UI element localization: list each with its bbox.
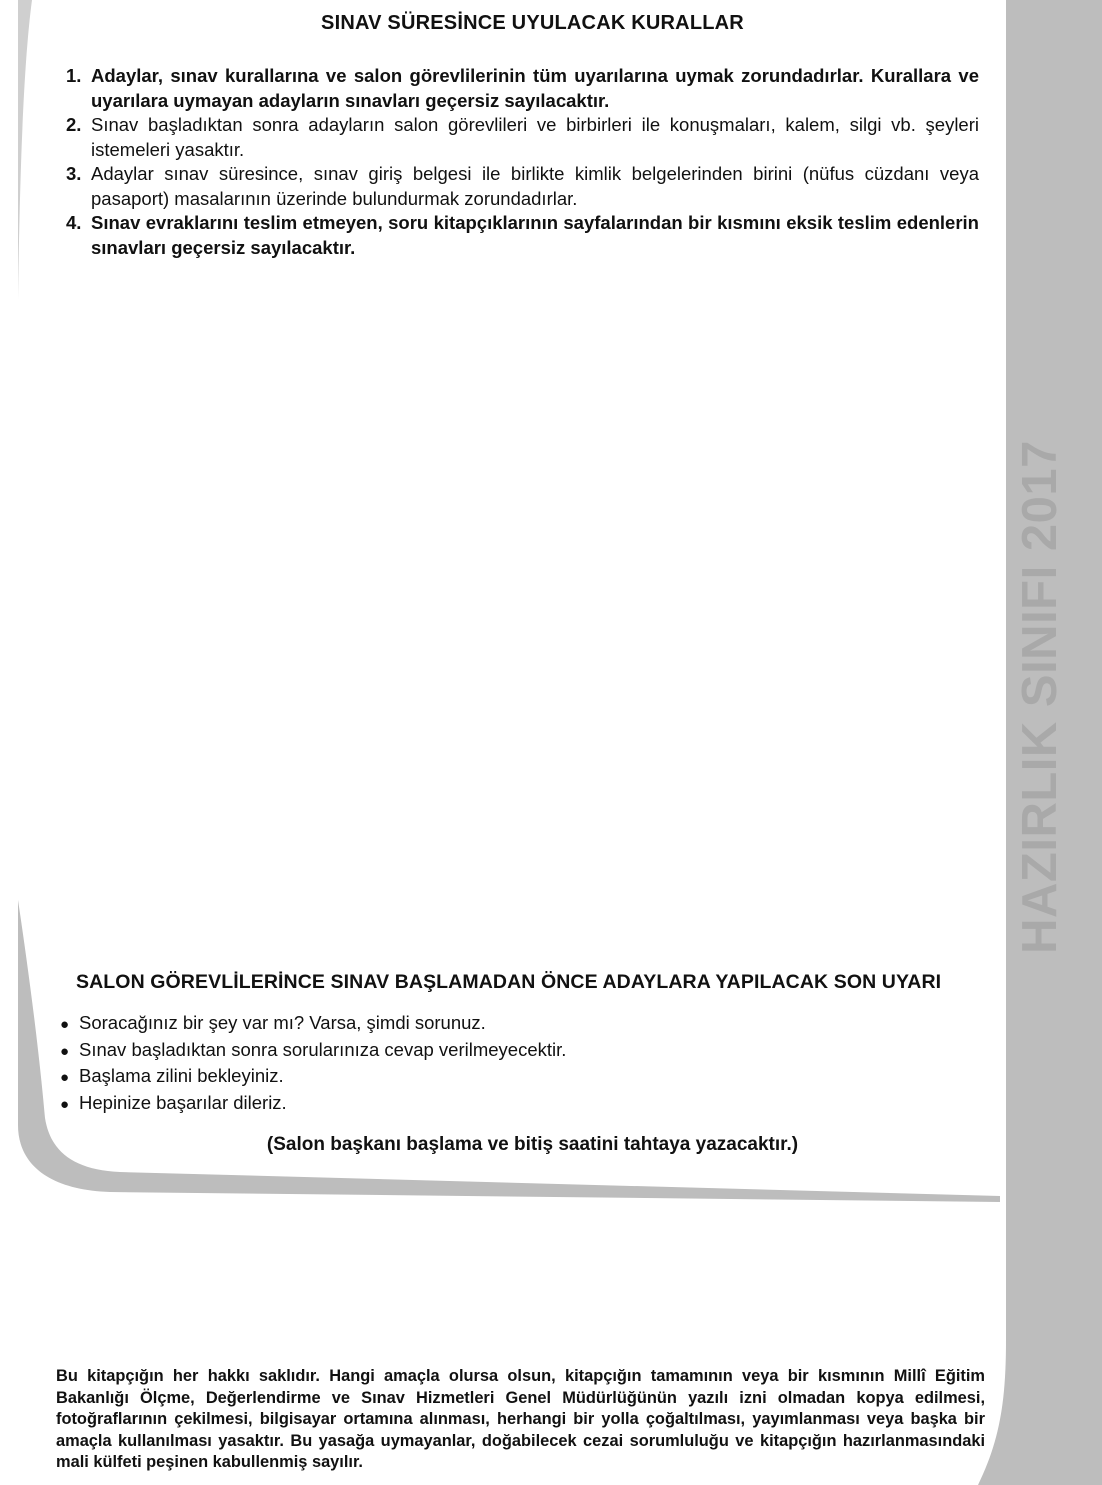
rule-item: [60, 211, 979, 260]
rule-number: 3.: [66, 163, 82, 184]
rules-title: SINAV SÜRESİNCE UYULACAK KURALLAR: [321, 12, 744, 34]
warnings-list: [60, 1011, 566, 1117]
rule-text: Sınav başladıktan sonra adayların salon görevlileri ve birbirleri ile konuşmaları, kalem, silgi vb. şeyleri istemeleri yasaktır.: [91, 114, 979, 160]
warning-text: Hepinize başarılar dileriz.: [79, 1091, 287, 1113]
rule-item: [60, 64, 979, 113]
bullet-icon: ●: [60, 1069, 70, 1086]
warning-item: [60, 1064, 566, 1091]
copyright-notice: Bu kitapçığın her hakkı saklıdır. Hangi amaçla olursa olsun, kitapçığın tamamının veya bir kısmının Millî Eğitim Bakanlığı Ölçme, Değerlendirme ve Sınav Hizmetleri Genel Müdürlüğünün yazılı izni olmadan kopya edilmesi, fotoğraflarının çekilmesi, bilgisayar ortamına alınması, herhangi bir yolla çoğaltılması, yayımlanması veya başka bir amaçla kullanılması yasaktır. Bu yasağa uymayanlar, doğabilecek cezai sorumluluğu ve kitapçığın hazırlanmasındaki mali külfeti peşinen kabullenmiş sayılır.: [56, 1367, 985, 1472]
side-title: HAZIRLIK SINIFI 2017: [1013, 440, 1067, 954]
warning-text: Sınav başladıktan sonra sorularınıza cevap verilmeyecektir.: [79, 1038, 567, 1060]
warning-text: Başlama zilini bekleyiniz.: [79, 1065, 284, 1086]
bullet-icon: ●: [60, 1095, 70, 1113]
warning-text: Soracağınız bir şey var mı? Varsa, şimdi sorunuz.: [79, 1012, 486, 1033]
rule-text: Sınav evraklarını teslim etmeyen, soru kitapçıklarının sayfalarından bir kısmını eksik teslim edenlerin sınavları geçersiz sayılacaktır.: [91, 212, 979, 258]
rule-number: 2.: [66, 114, 82, 135]
bullet-icon: ●: [60, 1016, 70, 1033]
rule-text: Adaylar sınav süresince, sınav giriş belgesi ile birlikte kimlik belgelerinden birini (nüfus cüzdanı veya pasaport) masalarının üzerinde bulundurmak zorundadırlar.: [91, 163, 979, 209]
rule-item: [60, 162, 979, 211]
top-left-edge: [18, 0, 32, 300]
bullet-icon: ●: [60, 1042, 70, 1060]
warning-item: [60, 1038, 566, 1065]
rule-item: [60, 113, 979, 162]
rules-list: [60, 64, 979, 260]
rule-number: 1.: [66, 65, 82, 86]
warnings-note: (Salon başkanı başlama ve bitiş saatini tahtaya yazacaktır.): [266, 1134, 799, 1155]
warning-item: [60, 1091, 566, 1118]
warning-item: [60, 1011, 566, 1038]
rule-text: Adaylar, sınav kurallarına ve salon görevlilerinin tüm uyarılarına uymak zorundadırlar. Kurallara ve uyarılara uymayan adayların sınavları geçersiz sayılacaktır.: [91, 65, 979, 111]
rule-number: 4.: [66, 212, 82, 233]
warnings-title: SALON GÖREVLİLERİNCE SINAV BAŞLAMADAN ÖNCE ADAYLARA YAPILACAK SON UYARI: [76, 971, 942, 993]
